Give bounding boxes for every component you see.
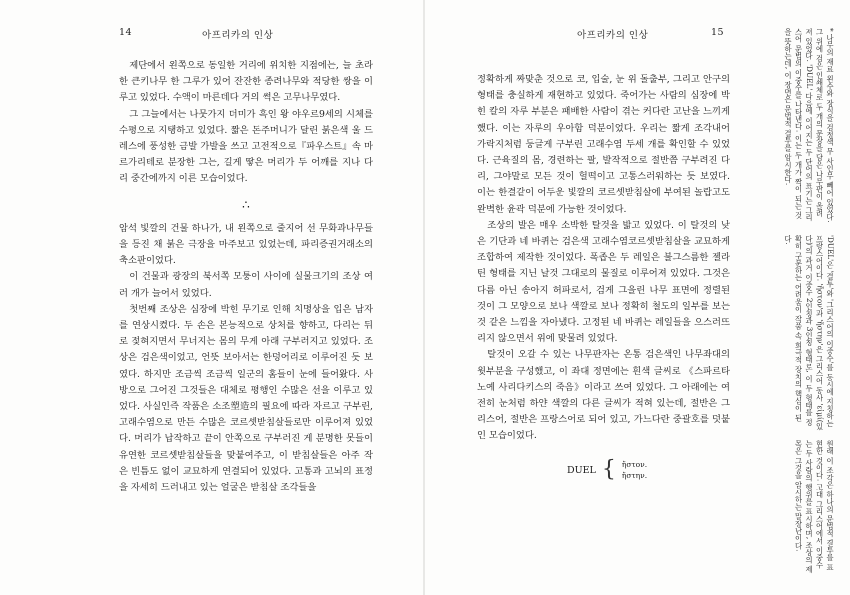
footnote-a [755, 28, 835, 223]
paragraph: 제단에서 왼쪽으로 동일한 거리에 위치한 지점에는, 늘 초라한 큰키나무 한 그루가 있어 잔잔한 종려나무와 적당한 쌍을 이루고 있었다. 수액이 마른데다 거의 썩은 고무나무였다. [119, 60, 373, 104]
page-number-right: 15 [711, 27, 725, 38]
paragraph: 암석 빛깔의 건물 하나가, 내 왼쪽으로 줄지어 선 무화과나무들을 등진 채 붉은 극장을 마주보고 있었는데, 파리증권거래소의 축소판이었다. [119, 222, 373, 267]
duel-inscription [567, 459, 647, 481]
paragraph: 그 그늘에서는 나뭇가지 더미가 흑인 왕 야우르9세의 시체를 수평으로 지탱하고 있었다. 짧은 돈주머니가 달린 붉은색 울 드레스에 풍성한 금발 가발을 쓰고 고전적으로『파우스트』속 마르가리테로 분장한 그는, 길게 땋은 머리가 두 어깨를 지나 다리 중간에까지 이른 모습이었다. [119, 108, 373, 185]
paragraph: 정확하게 짜맞춘 것으로 코, 입술, 눈 위 돌출부, 그리고 안구의 형태를 충실하게 재현하고 있었다. 죽어가는 사람의 심장에 박힌 칼의 자루 부분은 패배한 사람이 겪는 커다란 고난을 느끼게 했다. 이는 자루의 우아함 덕분이었다. 우리는 짧게 조각내어 가락지처럼 둥글게 구부린 고래수염 두세 개를 확인할 수 있었다. 근육질의 몸, 경련하는 팔, 발작적으로 절반쯤 구부려진 다리, 그야말로 모든 것이 헐떡이고 고통스러워하는 듯 보였다. 이는 한결같이 어두운 빛깔의 코르셋받침살에 부여된 놀랍고도 완벽한 윤곽 덕분에 가능한 것이었다. [477, 74, 730, 215]
footnote-text: 'DUEL'은 '결투'와 '그리스어의 이중수'를 동시에 지칭하는 프랑스어이다. 'ἤστον'과 'ἤστην'은 그리스어 동사 'εἰμί(있다)'의 과거 이중수 2인칭과 3인칭 형태로, 이 두 형태를 정확히 구분하는 어려움이 작품 속 희극적 장치의 핵심이 된다. [784, 235, 835, 430]
left-body [119, 58, 373, 496]
running-header-right: 아프리카의 인상 [577, 30, 649, 41]
inscription-brace: { [601, 457, 616, 482]
footnote-text: * 나무의 재료 왼수와 장식을 검정색 무 사인무 뻬어 있었다. 그 위에 검은 인쇄체로 두 개의 문장을 담은 나무판이 올려져 있었다. 'DUEL' 다음에 이어지는 두 단어의 표기는 그리스어 문법의 이중수를 나타낸다. 이는 두 개가 짝이 되는 것을 뜻하는데, 이 장면은 문법적 결투를 암시한다. [784, 28, 835, 223]
footnote-b [755, 235, 835, 430]
inscription-greek [622, 459, 647, 481]
right-body [477, 72, 730, 445]
page-number-left: 14 [119, 27, 133, 38]
section-ornament: ∴ [242, 197, 250, 212]
inscription-word: DUEL [567, 464, 596, 476]
paragraph: 조상의 발은 매우 소박한 탈것을 밟고 있었다. 이 탈것의 낮은 기단과 네 바퀴는 검은색 고래수염코르셋받침살을 교묘하게 조합하여 제작한 것이었다. 폭좁은 두 레일은 불그스름한 젤라틴 형태를 지닌 날것 그대로의 물질로 이루어져 있었다. 그것은 다름 아닌 송아지 허파로서, 검게 그을린 나무 표면에 정렬된 것이 그 모양으로 보나 색깔로 보나 정확히 철도의 일부를 보는 것 같은 느낌을 자아냈다. 고정된 네 바퀴는 레일들을 으스러뜨리지 않으면서 위에 맞물려 있었다. [477, 219, 730, 345]
paragraph: 이 건물과 광장의 북서쪽 모퉁이 사이에 실물크기의 조상 여러 개가 늘어서 있었다. [119, 271, 373, 299]
greek-line-2: ἤστην. [621, 471, 648, 480]
footnote-c [770, 440, 835, 575]
paragraph: 첫번째 조상은 심장에 박힌 무기로 인해 치명상을 입은 남자를 연상시켰다. 두 손은 본능적으로 상처를 향하고, 다리는 뒤로 젖혀지면서 무너지는 몸의 무게 아래 구부러지고 있었다. 조상은 검은색이었고, 언뜻 보아서는 한덩어리로 이루어진 듯 보였다. 하지만 조금씩 조금씩 일군의 홈들이 눈에 들어왔다. 사방으로 그어진 그것들은 대체로 평행인 수많은 선을 이루고 있었다. 사실인즉 작품은 소조塑造의 필요에 따라 자르고 구부린, 고래수염으로 만든 수많은 코르셋받침살들로만 이루어져 있었다. 머리가 납작하고 끝이 안쪽으로 구부러진 게 분명한 못들이 유연한 코르셋받침살들을 맞붙여주고, 이 받침살들은 아주 작은 빈틈도 없이 교묘하게 연결되어 있었다. 고통과 고뇌의 표정을 자세히 드러내고 있는 얼굴은 받침살 조각들을 [119, 303, 373, 494]
footnote-text: 원래 이 조각은 하나의 문법적 결투를 표현한 것이다. 고대 그리스어에서 이중수는 두 사람의 행위를 표시하며, 조상의 제목은 그것을 암시하는 말장난이다. [794, 440, 835, 574]
paragraph: 탈것이 오갈 수 있는 나무판자는 온통 검은색인 나무좌대의 윗부분을 구성했고, 이 좌대 정면에는 흰색 글씨로 《스파르타 노예 사리다키스의 죽음》이라고 쓰여 있었다. 그 아래에는 여전히 눈처럼 하얀 색깔의 다른 글씨가 적혀 있는데, 절반은 그리스어, 절반은 프랑스어로 되어 있고, 가느다란 중괄호를 덧붙인 모습이었다. [477, 349, 730, 442]
greek-line-1: ἤστον. [621, 460, 648, 469]
running-header-left: 아프리카의 인상 [202, 30, 274, 41]
